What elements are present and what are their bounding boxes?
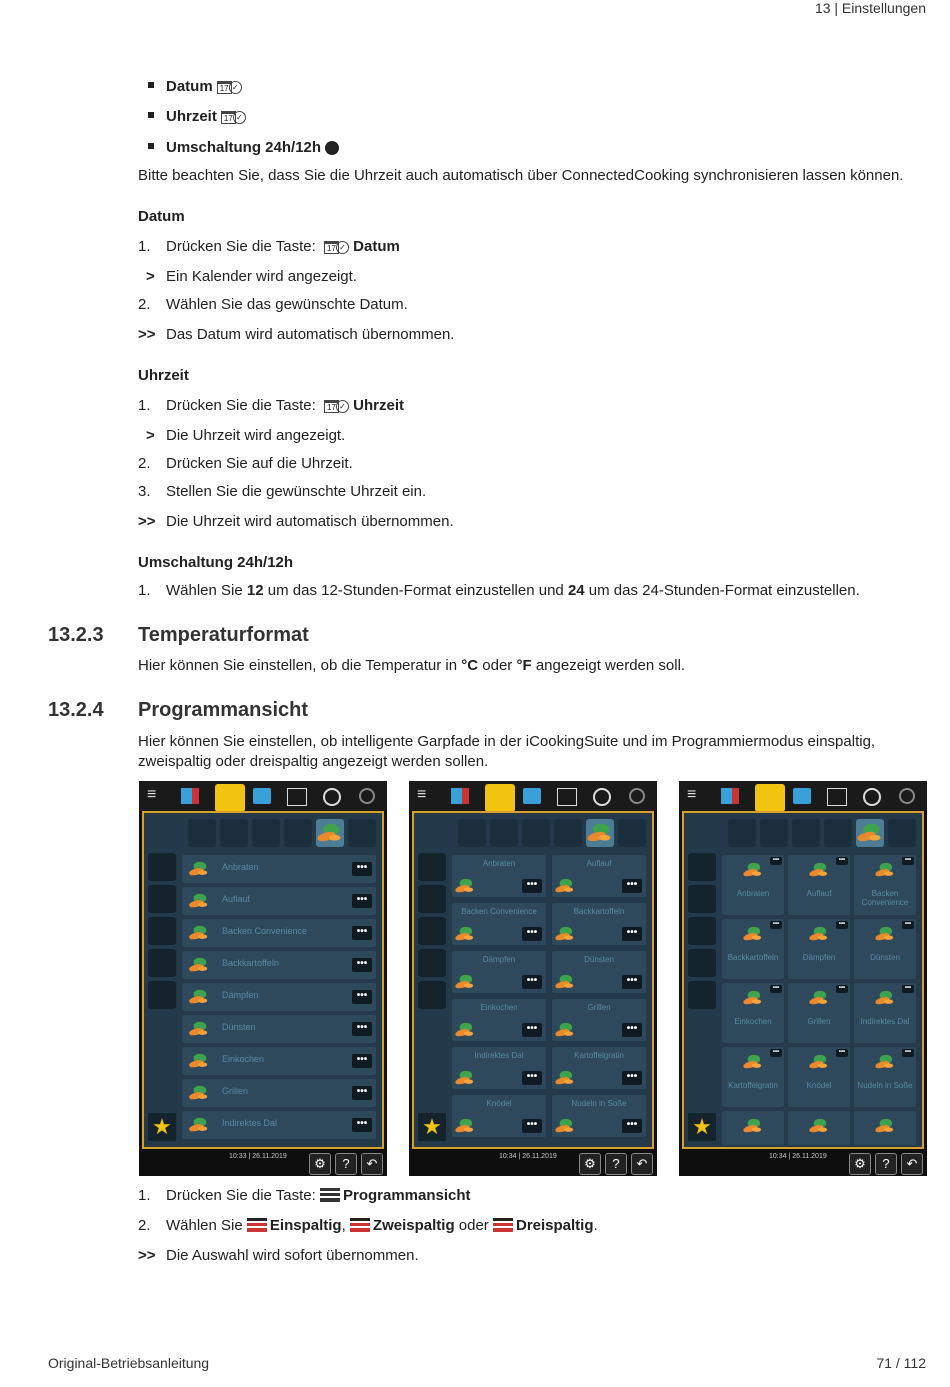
three-column-icon bbox=[493, 1218, 513, 1232]
prog-step2: Wählen Sie Einspaltig, Zweispaltig oder Dreispaltig. bbox=[166, 1217, 598, 1234]
calendar-check-icon: 17 bbox=[221, 111, 236, 124]
datum-final: Das Datum wird automatisch übernommen. bbox=[166, 326, 455, 343]
more-button[interactable]: ••• bbox=[352, 894, 372, 908]
icookingsuite-icon[interactable] bbox=[451, 788, 469, 804]
content-frame bbox=[412, 811, 654, 1149]
help-icon[interactable]: ? bbox=[875, 1153, 897, 1175]
more-button[interactable]: ••• bbox=[352, 1022, 372, 1036]
single-column-icon bbox=[247, 1218, 267, 1232]
bakery-category-icon[interactable] bbox=[888, 819, 916, 847]
more-button[interactable]: ••• bbox=[352, 926, 372, 940]
vegetable-icon bbox=[454, 1069, 476, 1087]
egg-category-icon[interactable] bbox=[824, 819, 852, 847]
list-item[interactable]: Backen Convenience ••• bbox=[182, 919, 376, 947]
umschaltung-step1: Wählen Sie 12 um das 12-Stunden-Format einzustellen und 24 um das 24-Stunden-Format einzustellen. bbox=[166, 582, 860, 599]
more-button[interactable]: ••• bbox=[622, 975, 642, 989]
grid-card[interactable]: Einkochen ••• bbox=[452, 999, 546, 1041]
more-button[interactable]: ••• bbox=[770, 1049, 782, 1057]
step-number: 2. bbox=[138, 1217, 151, 1234]
edit-icon[interactable] bbox=[287, 788, 307, 806]
content-frame bbox=[682, 811, 924, 1149]
more-button[interactable]: ••• bbox=[770, 857, 782, 865]
fryer-icon[interactable] bbox=[688, 949, 716, 977]
list-item[interactable]: Anbraten ••• bbox=[182, 855, 376, 883]
more-button[interactable]: ••• bbox=[352, 990, 372, 1004]
more-button[interactable]: ••• bbox=[522, 1071, 542, 1085]
list-item[interactable]: Grillen ••• bbox=[182, 1079, 376, 1107]
fish-category-icon[interactable] bbox=[522, 819, 550, 847]
more-button[interactable]: ••• bbox=[522, 879, 542, 893]
grid-card[interactable]: ••• Knödel bbox=[788, 1047, 850, 1107]
datum-step1: Drücken Sie die Taste: 17 ✓ Datum bbox=[166, 238, 400, 255]
grid-card[interactable]: Knödel ••• bbox=[452, 1095, 546, 1137]
bullet-datum: Datum 17 ✓ bbox=[148, 78, 242, 95]
vegetable-icon bbox=[808, 861, 830, 879]
edit-icon[interactable] bbox=[557, 788, 577, 806]
back-icon[interactable]: ↶ bbox=[631, 1153, 653, 1175]
grid-card[interactable]: ••• Indirektes Dal bbox=[854, 983, 916, 1043]
more-button[interactable]: ••• bbox=[902, 985, 914, 993]
more-button[interactable]: ••• bbox=[836, 985, 848, 993]
menu-icon[interactable]: ≡ bbox=[147, 786, 157, 803]
grid-card[interactable]: ••• Nudeln in Soße bbox=[854, 1047, 916, 1107]
favorites-star-icon[interactable]: ★ bbox=[688, 1113, 716, 1141]
vegetable-icon bbox=[874, 861, 896, 879]
vegetable-icon bbox=[454, 1117, 476, 1135]
more-button[interactable]: ••• bbox=[622, 927, 642, 941]
tray-icon[interactable] bbox=[253, 788, 271, 804]
grid-card[interactable]: ••• Backkartoffeln bbox=[722, 919, 784, 979]
icookingsuite-icon[interactable] bbox=[721, 788, 739, 804]
meat-category-icon[interactable] bbox=[220, 819, 248, 847]
poultry-category-icon[interactable] bbox=[458, 819, 486, 847]
grid-card[interactable]: Indirektes Dal ••• bbox=[452, 1047, 546, 1089]
vegetable-icon bbox=[554, 1117, 576, 1135]
grid-card[interactable]: Anbraten ••• bbox=[452, 855, 546, 897]
grid-card[interactable]: ••• Dämpfen bbox=[788, 919, 850, 979]
vegetable-icon bbox=[454, 925, 476, 943]
vegetable-icon bbox=[554, 1069, 576, 1087]
tray-icon[interactable] bbox=[793, 788, 811, 804]
vegetable-icon bbox=[554, 925, 576, 943]
step-number: 2. bbox=[138, 455, 151, 472]
datum-result1: Ein Kalender wird angezeigt. bbox=[166, 268, 357, 285]
device-screen-two-column bbox=[409, 781, 657, 1176]
chef-hat-icon[interactable] bbox=[485, 784, 515, 812]
page-number: 71 / 112 bbox=[876, 1355, 926, 1371]
top-toolbar bbox=[679, 781, 927, 811]
more-button[interactable]: ••• bbox=[352, 1086, 372, 1100]
datum-heading: Datum bbox=[138, 208, 185, 225]
chapter-header: 13 | Einstellungen bbox=[814, 0, 926, 16]
uhrzeit-step1: Drücken Sie die Taste: 17 ✓ Uhrzeit bbox=[166, 397, 404, 414]
refresh-icon[interactable] bbox=[323, 788, 341, 806]
meat-category-icon[interactable] bbox=[490, 819, 518, 847]
vegetable-icon bbox=[554, 1021, 576, 1039]
pot-icon[interactable] bbox=[148, 917, 176, 945]
uhrzeit-final: Die Uhrzeit wird automatisch übernommen. bbox=[166, 513, 454, 530]
grid-card[interactable]: Backkartoffeln ••• bbox=[552, 903, 646, 945]
grid-card[interactable]: ••• Einkochen bbox=[722, 983, 784, 1043]
list-item[interactable]: Auflauf ••• bbox=[182, 887, 376, 915]
more-button[interactable]: ••• bbox=[622, 1071, 642, 1085]
combi-steamer-icon[interactable] bbox=[148, 853, 176, 881]
vegetable-icon bbox=[188, 1083, 210, 1103]
intro-note: Bitte beachten Sie, dass Sie die Uhrzeit auch automatisch über ConnectedCooking synchronisieren lassen können. bbox=[138, 167, 904, 184]
fish-category-icon[interactable] bbox=[252, 819, 280, 847]
program-grid-three-column bbox=[722, 855, 920, 1145]
more-button[interactable]: ••• bbox=[836, 857, 848, 865]
more-button[interactable]: ••• bbox=[522, 927, 542, 941]
fryer-icon[interactable] bbox=[148, 949, 176, 977]
list-item[interactable]: Backkartoffeln ••• bbox=[182, 951, 376, 979]
side-nav bbox=[418, 853, 446, 1143]
vegetable-icon bbox=[188, 955, 210, 975]
program-list bbox=[182, 855, 380, 1145]
egg-category-icon[interactable] bbox=[284, 819, 312, 847]
vegetable-icon bbox=[742, 925, 764, 943]
step-number: 1. bbox=[138, 397, 151, 414]
vegetable-icon bbox=[808, 1053, 830, 1071]
grid-card[interactable]: ••• Grillen bbox=[788, 983, 850, 1043]
settings-gear-icon[interactable]: ⚙ bbox=[309, 1153, 331, 1175]
grill-icon[interactable] bbox=[148, 981, 176, 1009]
pot-icon[interactable] bbox=[418, 917, 446, 945]
vegetable-icon bbox=[554, 877, 576, 895]
grid-card[interactable]: Grillen ••• bbox=[552, 999, 646, 1041]
bakery-category-icon[interactable] bbox=[618, 819, 646, 847]
side-nav bbox=[148, 853, 176, 1143]
chef-hat-icon[interactable] bbox=[755, 784, 785, 812]
poultry-category-icon[interactable] bbox=[188, 819, 216, 847]
vegetable-icon bbox=[188, 923, 210, 943]
grid-card[interactable] bbox=[854, 1111, 916, 1145]
grid-card[interactable]: Backen Convenience ••• bbox=[452, 903, 546, 945]
grid-card[interactable]: Dünsten ••• bbox=[552, 951, 646, 993]
section-title: Programmansicht bbox=[138, 699, 309, 721]
pot-icon[interactable] bbox=[688, 917, 716, 945]
more-button[interactable]: ••• bbox=[522, 1119, 542, 1133]
program-grid-two-column bbox=[452, 855, 650, 1145]
vegetable-category-icon[interactable] bbox=[856, 819, 884, 847]
back-icon[interactable]: ↶ bbox=[361, 1153, 383, 1175]
vegetable-icon bbox=[808, 1117, 830, 1135]
clock-icon bbox=[325, 141, 339, 155]
fryer-icon[interactable] bbox=[418, 949, 446, 977]
grid-card[interactable] bbox=[722, 1111, 784, 1145]
prog-text-line1: Hier können Sie einstellen, ob intelligente Garpfade in der iCookingSuite und im Programmiermodus einspaltig, bbox=[138, 733, 876, 750]
vegetable-icon bbox=[188, 891, 210, 911]
bullet-uhrzeit: Uhrzeit 17 ✓ bbox=[148, 108, 246, 125]
prog-step1: Drücken Sie die Taste: Programmansicht bbox=[166, 1187, 471, 1204]
help-icon[interactable]: ? bbox=[605, 1153, 627, 1175]
vegetable-icon bbox=[188, 1051, 210, 1071]
grid-card[interactable]: ••• Anbraten bbox=[722, 855, 784, 915]
grid-card[interactable]: Auflauf ••• bbox=[552, 855, 646, 897]
more-button[interactable]: ••• bbox=[622, 1119, 642, 1133]
combi-steamer-icon[interactable] bbox=[418, 853, 446, 881]
datetime-display: 10:34 | 26.11.2019 bbox=[769, 1153, 827, 1160]
vegetable-icon bbox=[188, 987, 210, 1007]
more-button[interactable]: ••• bbox=[352, 1054, 372, 1068]
grid-card[interactable]: Kartoffelgratin ••• bbox=[552, 1047, 646, 1089]
footer-left: Original-Betriebsanleitung bbox=[48, 1355, 210, 1371]
more-button[interactable]: ••• bbox=[770, 985, 782, 993]
vegetable-icon bbox=[808, 989, 830, 1007]
vegetable-icon bbox=[874, 989, 896, 1007]
more-button[interactable]: ••• bbox=[352, 958, 372, 972]
bakery-category-icon[interactable] bbox=[348, 819, 376, 847]
vegetable-icon bbox=[808, 925, 830, 943]
vegetable-icon bbox=[742, 1117, 764, 1135]
grid-card[interactable]: Nudeln in Soße ••• bbox=[552, 1095, 646, 1137]
bottom-bar bbox=[409, 1149, 657, 1176]
more-button[interactable]: ••• bbox=[902, 857, 914, 865]
vegetable-category-icon[interactable] bbox=[316, 819, 344, 847]
menu-icon[interactable]: ≡ bbox=[417, 786, 427, 803]
category-bar bbox=[728, 819, 918, 849]
top-toolbar bbox=[409, 781, 657, 811]
list-item[interactable]: Dämpfen ••• bbox=[182, 983, 376, 1011]
vegetable-icon bbox=[742, 1053, 764, 1071]
uhrzeit-heading: Uhrzeit bbox=[138, 367, 189, 384]
pan-icon[interactable] bbox=[688, 885, 716, 913]
calendar-check-icon: 17 bbox=[324, 400, 339, 413]
bottom-bar bbox=[679, 1149, 927, 1176]
favorites-star-icon[interactable]: ★ bbox=[418, 1113, 446, 1141]
vegetable-category-icon[interactable] bbox=[586, 819, 614, 847]
step-number: 3. bbox=[138, 483, 151, 500]
prog-final: Die Auswahl wird sofort übernommen. bbox=[166, 1247, 419, 1264]
list-item[interactable]: Dünsten ••• bbox=[182, 1015, 376, 1043]
calendar-check-icon: 17 bbox=[217, 81, 232, 94]
top-toolbar bbox=[139, 781, 387, 811]
section-title: Temperaturformat bbox=[138, 624, 309, 646]
category-bar bbox=[458, 819, 648, 849]
device-screen-single-column bbox=[139, 781, 387, 1176]
final-arrow: >> bbox=[138, 513, 156, 530]
content-frame bbox=[142, 811, 384, 1149]
section-number: 13.2.4 bbox=[48, 699, 104, 721]
more-button[interactable]: ••• bbox=[522, 1023, 542, 1037]
pan-icon[interactable] bbox=[148, 885, 176, 913]
step-number: 1. bbox=[138, 238, 151, 255]
search-icon[interactable] bbox=[629, 788, 645, 804]
refresh-icon[interactable] bbox=[593, 788, 611, 806]
vegetable-icon bbox=[874, 1053, 896, 1071]
result-arrow: > bbox=[146, 268, 155, 285]
help-icon[interactable]: ? bbox=[335, 1153, 357, 1175]
combi-steamer-icon[interactable] bbox=[688, 853, 716, 881]
more-button[interactable]: ••• bbox=[522, 975, 542, 989]
more-button[interactable]: ••• bbox=[770, 921, 782, 929]
final-arrow: >> bbox=[138, 326, 156, 343]
pan-icon[interactable] bbox=[418, 885, 446, 913]
grid-card[interactable] bbox=[788, 1111, 850, 1145]
umschaltung-heading: Umschaltung 24h/12h bbox=[138, 554, 294, 571]
section-number: 13.2.3 bbox=[48, 624, 104, 646]
more-button[interactable]: ••• bbox=[622, 879, 642, 893]
bottom-bar bbox=[139, 1149, 387, 1176]
list-item[interactable]: Indirektes Dal ••• bbox=[182, 1111, 376, 1139]
chef-hat-icon[interactable] bbox=[215, 784, 245, 812]
vegetable-icon bbox=[454, 1021, 476, 1039]
more-button[interactable]: ••• bbox=[836, 921, 848, 929]
grid-card[interactable]: ••• Backen Convenience bbox=[854, 855, 916, 915]
vegetable-icon bbox=[188, 859, 210, 879]
favorites-star-icon[interactable]: ★ bbox=[148, 1113, 176, 1141]
grid-card[interactable]: Dämpfen ••• bbox=[452, 951, 546, 993]
settings-gear-icon[interactable]: ⚙ bbox=[849, 1153, 871, 1175]
step-number: 1. bbox=[138, 1187, 151, 1204]
more-button[interactable]: ••• bbox=[902, 921, 914, 929]
vegetable-icon bbox=[742, 989, 764, 1007]
prog-text-line2: zweispaltig oder dreispaltig angezeigt werden sollen. bbox=[138, 753, 489, 770]
step-number: 2. bbox=[138, 296, 151, 313]
vegetable-icon bbox=[874, 925, 896, 943]
grill-icon[interactable] bbox=[688, 981, 716, 1009]
poultry-category-icon[interactable] bbox=[728, 819, 756, 847]
side-nav bbox=[688, 853, 716, 1143]
program-view-icon bbox=[320, 1188, 340, 1202]
edit-icon[interactable] bbox=[827, 788, 847, 806]
list-item[interactable]: Einkochen ••• bbox=[182, 1047, 376, 1075]
two-column-icon bbox=[350, 1218, 370, 1232]
egg-category-icon[interactable] bbox=[554, 819, 582, 847]
search-icon[interactable] bbox=[899, 788, 915, 804]
more-button[interactable]: ••• bbox=[902, 1049, 914, 1057]
uhrzeit-step2: Drücken Sie auf die Uhrzeit. bbox=[166, 455, 353, 472]
meat-category-icon[interactable] bbox=[760, 819, 788, 847]
bullet-umschaltung: Umschaltung 24h/12h bbox=[148, 139, 339, 156]
more-button[interactable]: ••• bbox=[622, 1023, 642, 1037]
refresh-icon[interactable] bbox=[863, 788, 881, 806]
temp-text: Hier können Sie einstellen, ob die Temperatur in °C oder °F angezeigt werden soll. bbox=[138, 657, 686, 674]
category-bar bbox=[188, 819, 378, 849]
more-button[interactable]: ••• bbox=[836, 1049, 848, 1057]
vegetable-icon bbox=[554, 973, 576, 991]
datetime-display: 10:33 | 26.11.2019 bbox=[229, 1153, 287, 1160]
search-icon[interactable] bbox=[359, 788, 375, 804]
vegetable-icon bbox=[454, 973, 476, 991]
grid-card[interactable]: ••• Dünsten bbox=[854, 919, 916, 979]
back-icon[interactable]: ↶ bbox=[901, 1153, 923, 1175]
result-arrow: > bbox=[146, 427, 155, 444]
grill-icon[interactable] bbox=[418, 981, 446, 1009]
step-number: 1. bbox=[138, 582, 151, 599]
tray-icon[interactable] bbox=[523, 788, 541, 804]
more-button[interactable]: ••• bbox=[352, 862, 372, 876]
grid-card[interactable]: ••• Kartoffelgratin bbox=[722, 1047, 784, 1107]
datetime-display: 10:34 | 26.11.2019 bbox=[499, 1153, 557, 1160]
uhrzeit-step3: Stellen Sie die gewünschte Uhrzeit ein. bbox=[166, 483, 427, 500]
vegetable-icon bbox=[454, 877, 476, 895]
vegetable-icon bbox=[874, 1117, 896, 1135]
icookingsuite-icon[interactable] bbox=[181, 788, 199, 804]
settings-gear-icon[interactable]: ⚙ bbox=[579, 1153, 601, 1175]
calendar-check-icon: 17 bbox=[324, 241, 339, 254]
vegetable-icon bbox=[742, 861, 764, 879]
vegetable-icon bbox=[188, 1115, 210, 1135]
grid-card[interactable]: ••• Auflauf bbox=[788, 855, 850, 915]
menu-icon[interactable]: ≡ bbox=[687, 786, 697, 803]
uhrzeit-result1: Die Uhrzeit wird angezeigt. bbox=[166, 427, 346, 444]
vegetable-icon bbox=[188, 1019, 210, 1039]
more-button[interactable]: ••• bbox=[352, 1118, 372, 1132]
device-screen-three-column bbox=[679, 781, 927, 1176]
final-arrow: >> bbox=[138, 1247, 156, 1264]
fish-category-icon[interactable] bbox=[792, 819, 820, 847]
datum-step2: Wählen Sie das gewünschte Datum. bbox=[166, 296, 408, 313]
